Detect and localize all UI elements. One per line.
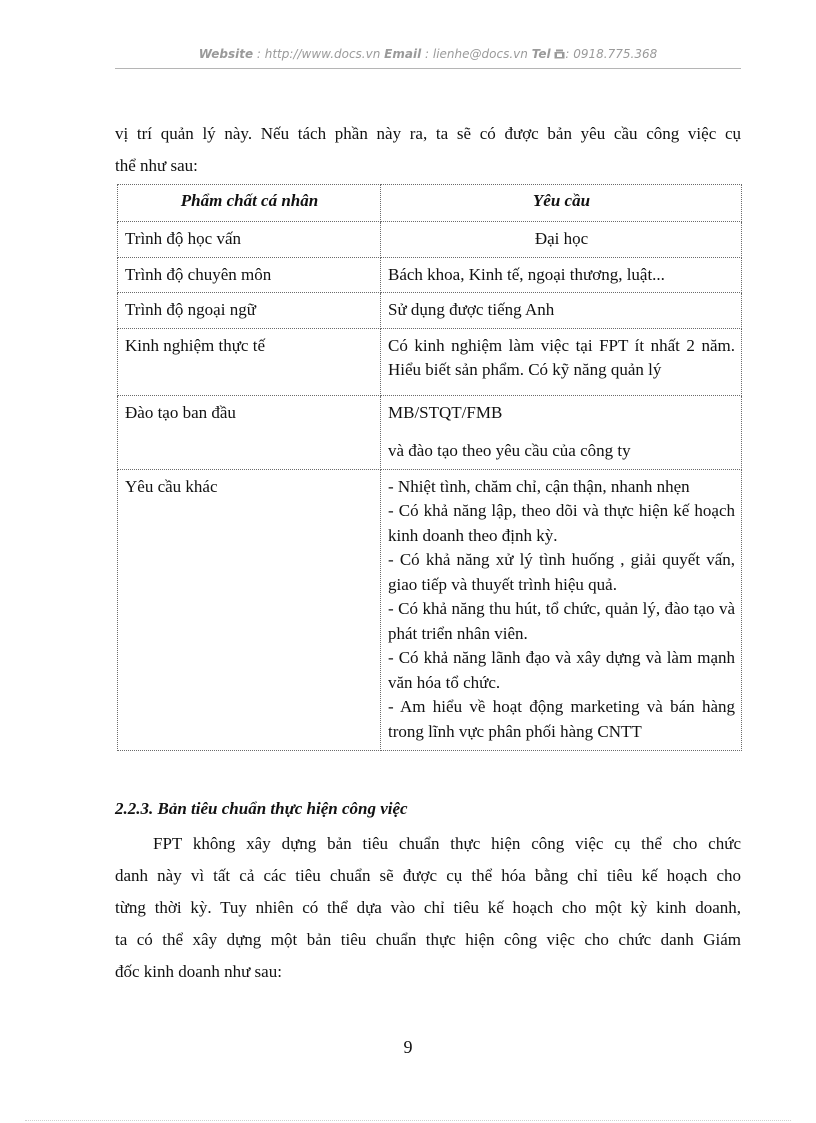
quality-cell: Yêu cầu khác <box>118 469 381 751</box>
requirement-line: và đào tạo theo yêu cầu của công ty <box>388 441 631 460</box>
header-divider <box>115 68 741 69</box>
quality-cell: Trình độ ngoại ngữ <box>118 293 381 329</box>
table-row <box>118 469 742 751</box>
requirement-cell: Có kinh nghiệm làm việc tại FPT ít nhất 2 năm. Hiểu biết sản phẩm. Có kỹ năng quản lý <box>381 328 742 395</box>
requirement-cell: Sử dụng được tiếng Anh <box>381 293 742 329</box>
requirements-table <box>117 184 742 751</box>
requirement-cell: Bách khoa, Kinh tế, ngoại thương, luật... <box>381 257 742 293</box>
paragraph-line: từng thời kỳ. Tuy nhiên có thể dựa vào chỉ tiêu kế hoạch cho một kỳ kinh doanh, <box>115 898 741 917</box>
website-label: Website <box>198 47 254 61</box>
table-row <box>118 222 742 258</box>
table-row <box>118 395 742 469</box>
requirement-item: - Có khả năng lập, theo dõi và thực hiện kế hoạch kinh doanh theo định kỳ. <box>388 501 735 545</box>
quality-cell: Trình độ học vấn <box>118 222 381 258</box>
requirement-line: MB/STQT/FMB <box>388 402 503 422</box>
intro-line: thể như sau: <box>115 156 198 175</box>
requirement-cell: Đại học <box>381 222 742 258</box>
quality-cell: Kinh nghiệm thực tế <box>118 328 381 395</box>
email-link[interactable]: lienhe@docs.vn <box>432 47 528 61</box>
section-paragraph <box>115 828 741 988</box>
requirement-item: - Nhiệt tình, chăm chỉ, cận thận, nhanh nhẹn <box>388 476 690 496</box>
paragraph-line: đốc kinh doanh như sau: <box>115 962 282 981</box>
paragraph-line: ta có thể xây dựng một bản tiêu chuẩn thực hiện công việc cho chức danh Giám <box>115 930 741 949</box>
page-number: 9 <box>403 1037 413 1057</box>
requirement-item: - Am hiểu về hoạt động marketing và bán hàng trong lĩnh vực phân phối hàng CNTT <box>388 697 735 741</box>
intro-line: vị trí quản lý này. Nếu tách phần này ra, ta sẽ có được bản yêu cầu công việc cụ <box>115 124 741 143</box>
table-header-row <box>118 185 742 222</box>
paragraph-line: danh này vì tất cả các tiêu chuẩn sẽ được cụ thể hóa bằng chỉ tiêu kế hoạch cho <box>115 866 741 885</box>
table-row <box>118 328 742 395</box>
table-row <box>118 293 742 329</box>
footer-divider <box>25 1120 791 1121</box>
header-requirement: Yêu cầu <box>381 185 742 222</box>
requirement-cell <box>381 395 742 469</box>
website-link[interactable]: http://www.docs.vn <box>264 47 381 61</box>
page-header: Website : http://www.docs.vn Email : lienhe@docs.vn Tel : 0918.775.368 <box>198 47 658 61</box>
requirement-item: - Có khả năng xử lý tình huống , giải quyết vấn, giao tiếp và thuyết trình hiệu quả. <box>388 550 735 594</box>
header-quality: Phẩm chất cá nhân <box>118 185 381 222</box>
requirement-item: - Có khả năng thu hút, tổ chức, quản lý, đào tạo và phát triển nhân viên. <box>388 599 735 643</box>
intro-paragraph <box>115 118 741 182</box>
paragraph-line: FPT không xây dựng bản tiêu chuẩn thực hiện công việc cụ thể cho chức <box>153 834 741 853</box>
section-heading: 2.2.3. Bản tiêu chuẩn thực hiện công việc <box>115 799 408 818</box>
email-label: Email <box>384 47 422 61</box>
requirement-cell <box>381 469 742 751</box>
tel-value: 0918.775.368 <box>573 47 658 61</box>
tel-label: Tel <box>531 47 551 61</box>
quality-cell: Trình độ chuyên môn <box>118 257 381 293</box>
requirement-item: - Có khả năng lãnh đạo và xây dựng và làm mạnh văn hóa tổ chức. <box>388 648 735 692</box>
phone-icon <box>554 47 565 61</box>
quality-cell: Đào tạo ban đầu <box>118 395 381 469</box>
table-row <box>118 257 742 293</box>
